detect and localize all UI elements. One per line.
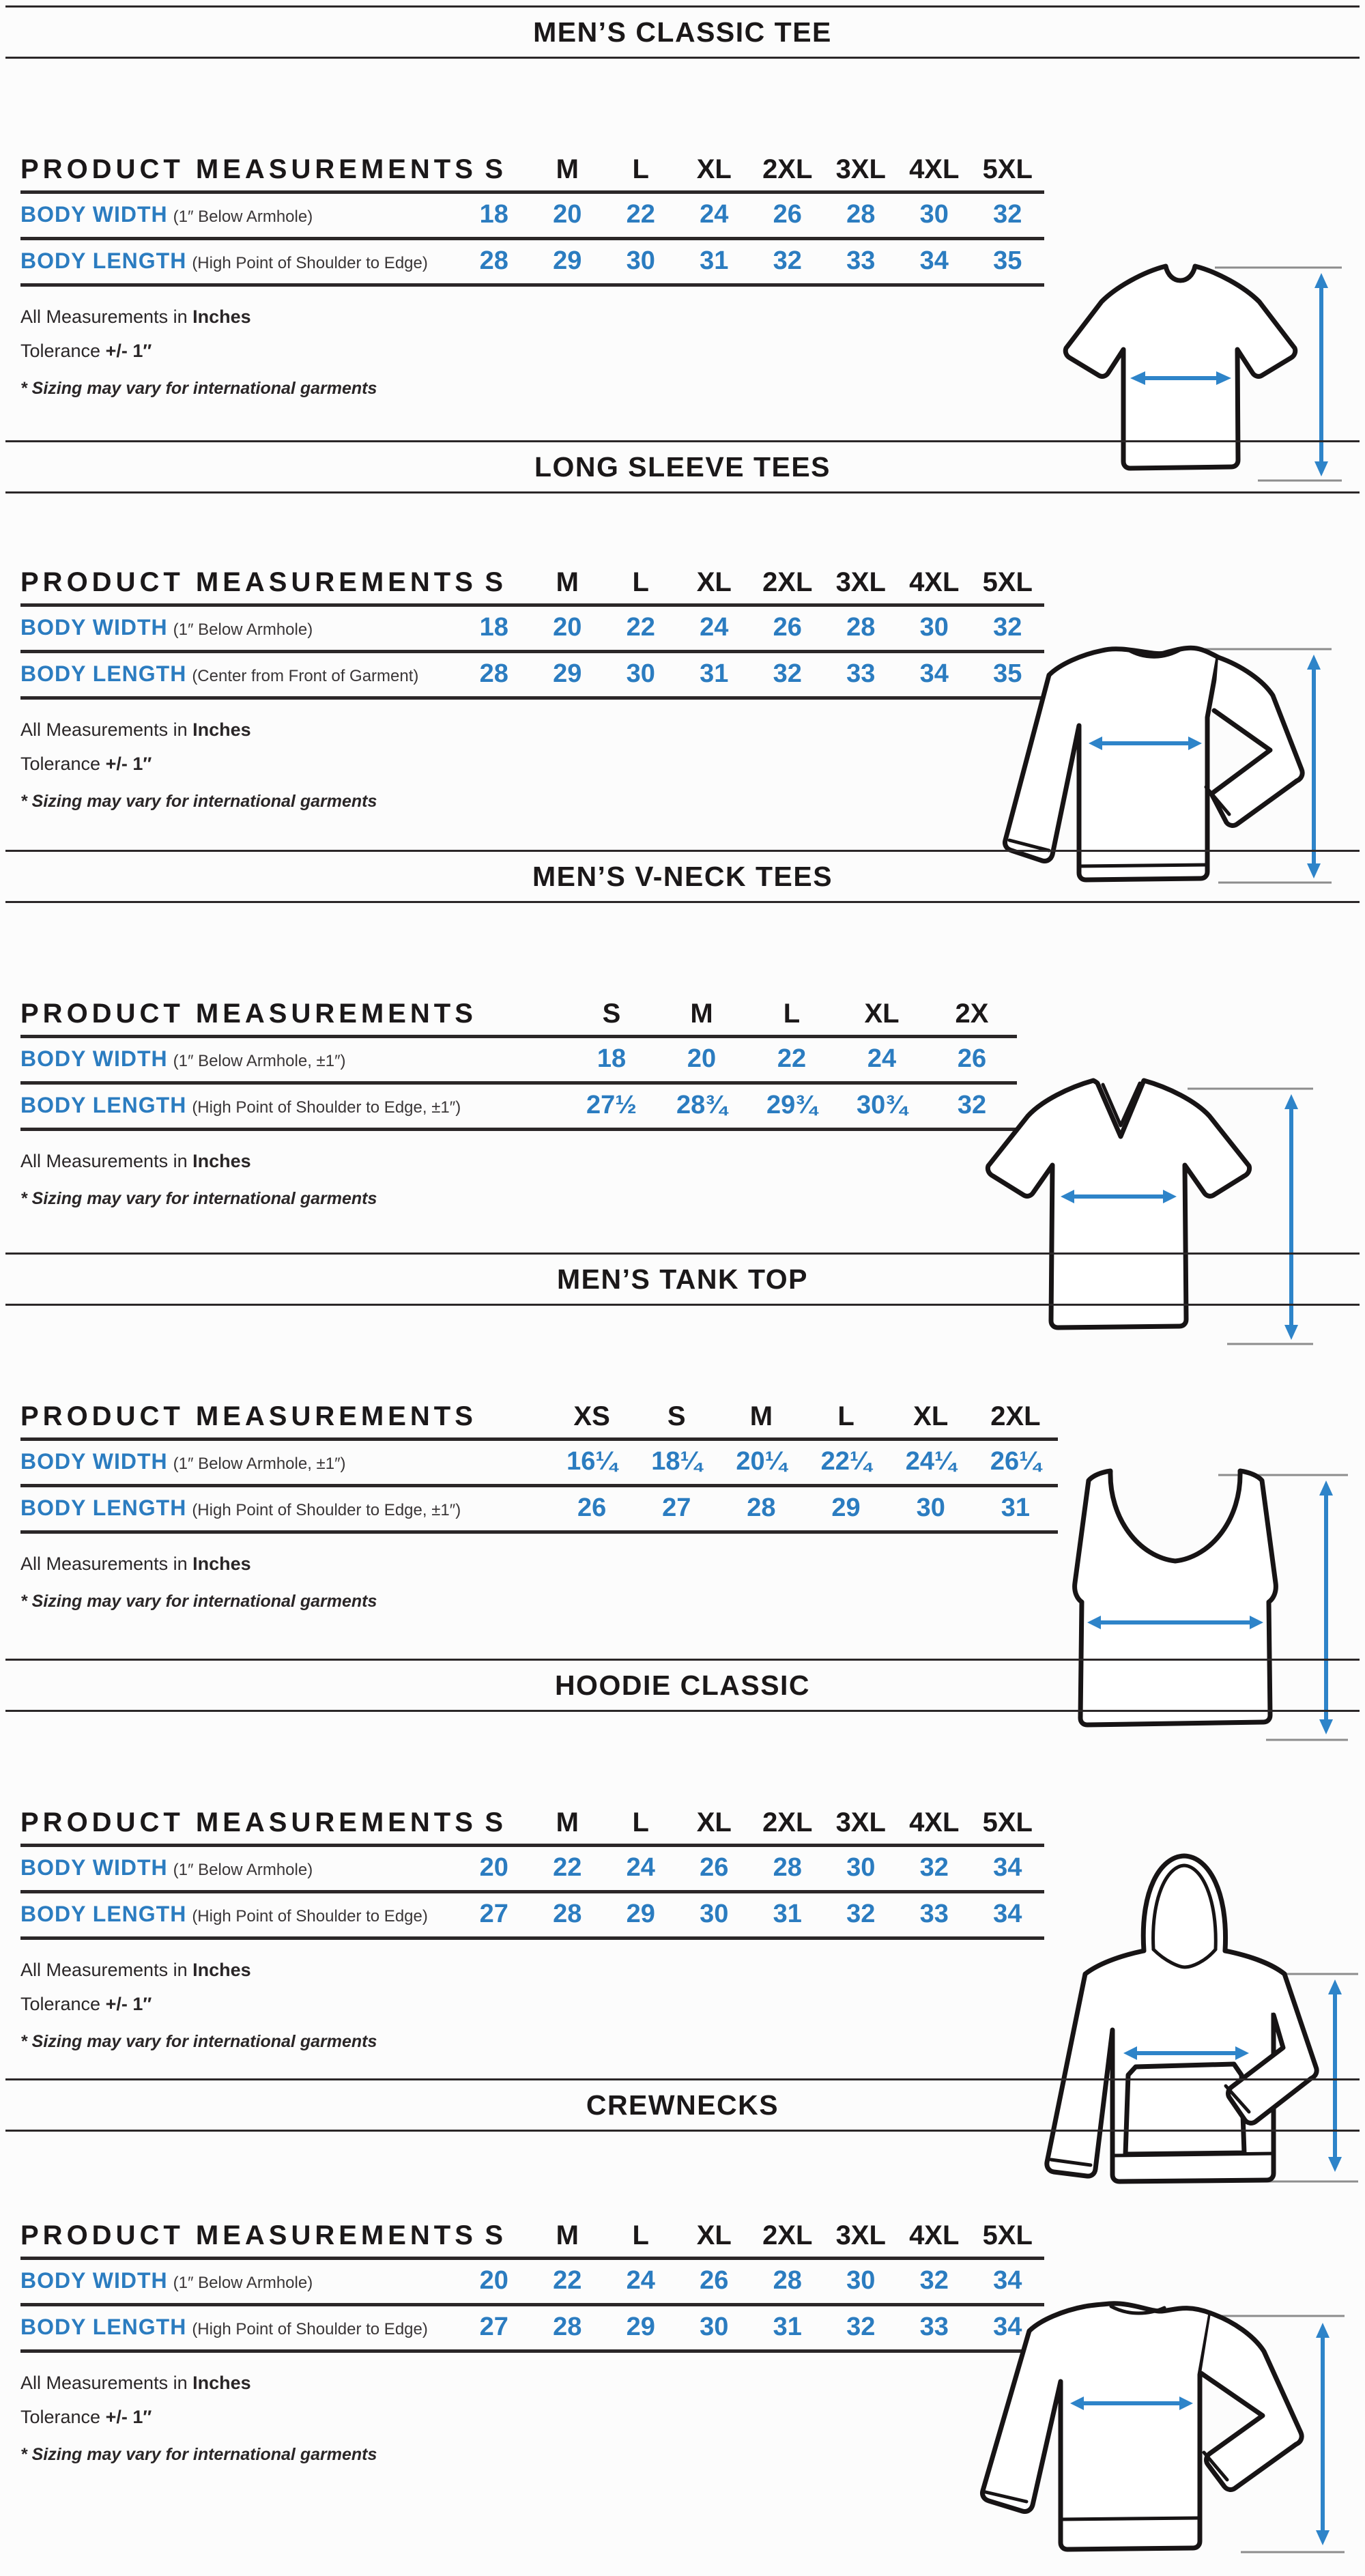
row-label: BODY LENGTH xyxy=(20,1902,187,1926)
size-value: 30¾ xyxy=(857,1091,907,1119)
size-column-header: 2XL xyxy=(990,1401,1041,1431)
size-column-header: M xyxy=(556,2220,579,2250)
section-title-band xyxy=(5,850,1360,903)
size-value: 32 xyxy=(993,613,1022,642)
note-text: All Measurements in xyxy=(20,2373,193,2393)
note-text: Tolerance xyxy=(20,2406,106,2427)
row-label-cell xyxy=(20,615,457,640)
row-label-cell xyxy=(20,2268,457,2293)
section-content xyxy=(0,2220,1365,2528)
row-sublabel: (1″ Below Armhole) xyxy=(173,620,313,639)
size-value: 26 xyxy=(773,200,802,229)
size-value: 35 xyxy=(993,659,1022,688)
table-row xyxy=(20,607,1044,650)
size-column-header: 2X xyxy=(955,999,989,1029)
size-value: 30 xyxy=(626,659,655,688)
size-value: 30 xyxy=(626,246,655,275)
section-title-band xyxy=(5,2078,1360,2132)
size-column-header: 3XL xyxy=(835,567,886,597)
size-column-header: M xyxy=(749,1401,773,1431)
body-length-arrow-icon xyxy=(1307,655,1321,878)
size-column-header: 2XL xyxy=(762,154,813,184)
row-label-cell xyxy=(20,661,457,687)
size-column-header: 3XL xyxy=(835,2220,886,2250)
note-bold-text: Inches xyxy=(192,1554,251,1574)
size-column-header: 5XL xyxy=(982,1807,1033,1837)
size-value: 29 xyxy=(626,1900,655,1928)
row-label: BODY WIDTH xyxy=(20,2268,168,2293)
size-column-header: M xyxy=(556,154,579,184)
size-column-header: XS xyxy=(573,1401,610,1431)
row-label: BODY WIDTH xyxy=(20,1449,168,1474)
table-row xyxy=(20,1441,1058,1484)
size-value: 32 xyxy=(773,246,802,275)
note-text: All Measurements in xyxy=(20,1960,193,1980)
table-header-row xyxy=(20,567,1044,603)
size-value: 31 xyxy=(700,246,729,275)
size-column-header: S xyxy=(667,1401,686,1431)
size-value: 22 xyxy=(553,2266,582,2295)
size-column-header: M xyxy=(690,999,713,1029)
size-column-header: L xyxy=(632,567,649,597)
sizing-table xyxy=(20,1807,1044,2052)
note-line xyxy=(20,1150,1017,1173)
garment-illustration-slot xyxy=(968,2272,1350,2576)
size-value: 28 xyxy=(553,1900,582,1928)
size-value: 28 xyxy=(773,2266,802,2295)
size-value: 31 xyxy=(1001,1493,1031,1522)
crewneck-outline xyxy=(982,2304,1211,2549)
note-bold-text: Inches xyxy=(192,1960,251,1980)
table-rows xyxy=(20,1038,1017,1131)
size-value: 32 xyxy=(919,1853,949,1882)
size-value: 22 xyxy=(553,1853,582,1882)
size-value: 32 xyxy=(957,1091,987,1119)
size-value: 31 xyxy=(773,1900,802,1928)
note-line xyxy=(20,306,1044,329)
size-value: 27 xyxy=(479,2313,508,2341)
size-column-header: 2XL xyxy=(762,567,813,597)
row-sublabel: (High Point of Shoulder to Edge, ±1″) xyxy=(192,1098,461,1117)
row-label: BODY WIDTH xyxy=(20,615,168,640)
size-column-header: XL xyxy=(913,1401,949,1431)
note-line xyxy=(20,2406,1044,2429)
size-value: 27 xyxy=(662,1493,691,1522)
table-row xyxy=(20,2260,1044,2303)
size-value: 22¼ xyxy=(820,1447,872,1476)
table-rows xyxy=(20,607,1044,700)
row-label-cell xyxy=(20,1855,457,1880)
size-value: 28 xyxy=(479,659,508,688)
size-value: 34 xyxy=(993,1900,1022,1928)
note-line: * Sizing may vary for international garments xyxy=(20,378,377,398)
notes xyxy=(20,1553,1058,1612)
size-column-header: 4XL xyxy=(909,2220,960,2250)
size-chart-section xyxy=(0,0,1365,440)
table-row xyxy=(20,653,1044,696)
row-label-cell xyxy=(20,1495,549,1521)
row-label: BODY WIDTH xyxy=(20,1855,168,1880)
size-value: 28 xyxy=(846,613,876,642)
size-value: 34 xyxy=(993,2313,1022,2341)
table-row xyxy=(20,1893,1044,1936)
note-bold-text: +/- 1″ xyxy=(105,2406,152,2427)
size-column-header: M xyxy=(556,1807,579,1837)
size-value: 20 xyxy=(479,2266,508,2295)
table-row xyxy=(20,2306,1044,2349)
section-title-band xyxy=(5,5,1360,59)
size-column-header: 2XL xyxy=(762,2220,813,2250)
product-measurements-header: PRODUCT MEASUREMENTS xyxy=(20,1401,477,1431)
size-chart-section xyxy=(0,2078,1365,2464)
table-divider xyxy=(20,1128,1017,1131)
row-sublabel: (High Point of Shoulder to Edge) xyxy=(192,2320,428,2338)
note-line xyxy=(20,1553,1058,1576)
size-value: 33 xyxy=(846,659,876,688)
size-column-header: 2XL xyxy=(762,1807,813,1837)
section-title: MEN’S TANK TOP xyxy=(557,1263,808,1295)
size-value: 32 xyxy=(846,1900,876,1928)
section-title-band xyxy=(5,440,1360,493)
size-value: 26 xyxy=(700,2266,729,2295)
size-column-header: L xyxy=(632,1807,649,1837)
size-column-header: M xyxy=(556,567,579,597)
note-bold-text: +/- 1″ xyxy=(105,1993,152,2014)
row-label-cell xyxy=(20,202,457,227)
size-value: 34 xyxy=(993,2266,1022,2295)
note-bold-text: Inches xyxy=(192,719,251,740)
size-chart-section xyxy=(0,1253,1365,1659)
size-value: 22 xyxy=(626,613,655,642)
size-value: 24 xyxy=(700,200,729,229)
table-divider xyxy=(20,1936,1044,1940)
size-column-header: XL xyxy=(696,154,732,184)
size-value: 34 xyxy=(919,246,949,275)
note-line: * Sizing may vary for international garments xyxy=(20,1591,377,1611)
size-column-header: 5XL xyxy=(982,154,1033,184)
table-rows xyxy=(20,1441,1058,1534)
product-measurements-header: PRODUCT MEASUREMENTS xyxy=(20,2220,477,2250)
size-column-header: XL xyxy=(864,999,900,1029)
size-value: 30 xyxy=(700,2313,729,2341)
row-label-cell xyxy=(20,1046,566,1072)
note-text: Tolerance xyxy=(20,753,106,774)
size-value: 35 xyxy=(993,246,1022,275)
size-column-header: L xyxy=(837,1401,854,1431)
table-header-row xyxy=(20,2220,1044,2257)
note-bold-text: Inches xyxy=(192,2373,251,2393)
size-column-header: S xyxy=(485,154,504,184)
size-column-header: XL xyxy=(696,2220,732,2250)
size-value: 33 xyxy=(846,246,876,275)
note-line: * Sizing may vary for international garments xyxy=(20,2031,377,2051)
sizing-table xyxy=(20,2220,1044,2465)
product-measurements-header: PRODUCT MEASUREMENTS xyxy=(20,999,477,1029)
table-row xyxy=(20,1038,1017,1081)
long-sleeve-bent-arm xyxy=(1211,657,1302,825)
size-value: 32 xyxy=(846,2313,876,2341)
note-line xyxy=(20,753,1044,776)
row-label-cell xyxy=(20,1902,457,1927)
size-value: 31 xyxy=(700,659,729,688)
row-sublabel: (High Point of Shoulder to Edge) xyxy=(192,1907,428,1926)
size-value: 29 xyxy=(553,246,582,275)
size-value: 24 xyxy=(626,2266,655,2295)
size-value: 32 xyxy=(919,2266,949,2295)
row-label-cell xyxy=(20,1449,549,1474)
notes xyxy=(20,1959,1044,2052)
table-rows xyxy=(20,194,1044,287)
size-chart-section xyxy=(0,440,1365,850)
size-value: 26¼ xyxy=(990,1447,1041,1476)
row-label: BODY LENGTH xyxy=(20,2315,187,2339)
table-divider xyxy=(20,696,1044,700)
long-sleeve-outline xyxy=(1005,648,1218,880)
size-value: 22 xyxy=(777,1044,807,1073)
size-value: 16¼ xyxy=(566,1447,618,1476)
notes xyxy=(20,306,1044,399)
table-rows xyxy=(20,1847,1044,1940)
row-sublabel: (Center from Front of Garment) xyxy=(192,667,419,685)
size-value: 30 xyxy=(919,613,949,642)
size-value: 29 xyxy=(626,2313,655,2341)
size-value: 29 xyxy=(553,659,582,688)
size-value: 24 xyxy=(626,1853,655,1882)
row-label: BODY LENGTH xyxy=(20,1093,187,1117)
crewneck-illustration xyxy=(968,2272,1350,2573)
row-label: BODY LENGTH xyxy=(20,1495,187,1520)
size-column-header: 4XL xyxy=(909,1807,960,1837)
note-bold-text: +/- 1″ xyxy=(105,340,152,361)
size-value: 27½ xyxy=(586,1091,637,1119)
size-value: 29¾ xyxy=(766,1091,817,1119)
size-value: 26 xyxy=(773,613,802,642)
table-divider xyxy=(20,2349,1044,2353)
row-sublabel: (1″ Below Armhole, ±1″) xyxy=(173,1455,346,1473)
size-value: 28 xyxy=(553,2313,582,2341)
size-value: 34 xyxy=(993,1853,1022,1882)
note-line xyxy=(20,340,1044,363)
size-value: 32 xyxy=(773,659,802,688)
size-column-header: 5XL xyxy=(982,567,1033,597)
size-column-header: XL xyxy=(696,1807,732,1837)
section-title-band xyxy=(5,1253,1360,1306)
table-row xyxy=(20,1085,1017,1128)
row-sublabel: (1″ Below Armhole) xyxy=(173,2274,313,2292)
section-title: MEN’S V-NECK TEES xyxy=(532,860,833,892)
size-value: 34 xyxy=(919,659,949,688)
size-value: 22 xyxy=(626,200,655,229)
size-value: 18¼ xyxy=(651,1447,702,1476)
size-value: 27 xyxy=(479,1900,508,1928)
table-header-row xyxy=(20,999,1017,1035)
size-value: 31 xyxy=(773,2313,802,2341)
size-column-header: L xyxy=(783,999,801,1029)
size-value: 30 xyxy=(919,200,949,229)
section-title-band xyxy=(5,1659,1360,1712)
row-label-cell xyxy=(20,2315,457,2340)
row-label: BODY WIDTH xyxy=(20,1046,168,1071)
note-line: * Sizing may vary for international garments xyxy=(20,2444,377,2464)
size-value: 30 xyxy=(700,1900,729,1928)
note-text: Tolerance xyxy=(20,1993,106,2014)
sizing-table xyxy=(20,154,1044,399)
size-column-header: 5XL xyxy=(982,2220,1033,2250)
note-line xyxy=(20,1993,1044,2016)
size-value: 28 xyxy=(773,1853,802,1882)
size-value: 28 xyxy=(479,246,508,275)
size-chart-section xyxy=(0,850,1365,1253)
size-value: 26 xyxy=(957,1044,987,1073)
sizing-table xyxy=(20,1401,1058,1612)
table-row xyxy=(20,1847,1044,1890)
note-text: All Measurements in xyxy=(20,1554,193,1574)
size-value: 28 xyxy=(846,200,876,229)
size-column-header: S xyxy=(485,2220,504,2250)
note-bold-text: Inches xyxy=(192,1151,251,1171)
row-sublabel: (1″ Below Armhole) xyxy=(173,1861,313,1879)
size-value: 33 xyxy=(919,2313,949,2341)
size-value: 30 xyxy=(846,1853,876,1882)
table-row xyxy=(20,194,1044,237)
row-label-cell xyxy=(20,248,457,274)
size-value: 18 xyxy=(597,1044,627,1073)
size-column-header: S xyxy=(485,1807,504,1837)
size-value: 33 xyxy=(919,1900,949,1928)
product-measurements-header: PRODUCT MEASUREMENTS xyxy=(20,154,477,184)
body-length-arrow-icon xyxy=(1316,2323,1330,2545)
size-column-header: 4XL xyxy=(909,567,960,597)
size-value: 20 xyxy=(479,1853,508,1882)
product-measurements-header: PRODUCT MEASUREMENTS xyxy=(20,1807,477,1837)
size-value: 20 xyxy=(687,1044,717,1073)
size-column-header: 3XL xyxy=(835,154,886,184)
sizing-table xyxy=(20,999,1017,1210)
section-title: HOODIE CLASSIC xyxy=(554,1669,811,1701)
size-value: 29 xyxy=(831,1493,861,1522)
table-row xyxy=(20,240,1044,283)
note-bold-text: +/- 1″ xyxy=(105,753,152,774)
table-divider xyxy=(20,1530,1058,1534)
classic-tee-outline xyxy=(1065,266,1295,468)
row-label: BODY LENGTH xyxy=(20,248,187,273)
notes xyxy=(20,1150,1017,1210)
size-value: 30 xyxy=(846,2266,876,2295)
size-value: 24 xyxy=(700,613,729,642)
size-value: 28 xyxy=(747,1493,776,1522)
notes xyxy=(20,719,1044,812)
size-value: 32 xyxy=(993,200,1022,229)
row-label: BODY WIDTH xyxy=(20,202,168,227)
section-title: LONG SLEEVE TEES xyxy=(534,450,831,483)
row-sublabel: (High Point of Shoulder to Edge, ±1″) xyxy=(192,1501,461,1519)
size-value: 24 xyxy=(867,1044,897,1073)
note-line xyxy=(20,719,1044,742)
size-column-header: 4XL xyxy=(909,154,960,184)
size-column-header: L xyxy=(632,154,649,184)
size-value: 26 xyxy=(577,1493,607,1522)
size-value: 20 xyxy=(553,613,582,642)
section-title: MEN’S CLASSIC TEE xyxy=(533,16,832,48)
note-text: Tolerance xyxy=(20,340,106,361)
crewneck-bent-arm xyxy=(1201,2313,1302,2489)
sizing-table xyxy=(20,567,1044,812)
table-header-row xyxy=(20,154,1044,190)
section-title: CREWNECKS xyxy=(586,2089,779,2121)
note-line xyxy=(20,1959,1044,1982)
note-text: All Measurements in xyxy=(20,306,193,327)
size-value: 26 xyxy=(700,1853,729,1882)
row-label-cell xyxy=(20,1093,566,1118)
size-value: 28¾ xyxy=(676,1091,727,1119)
row-sublabel: (1″ Below Armhole) xyxy=(173,207,313,226)
note-line xyxy=(20,2372,1044,2395)
table-divider xyxy=(20,283,1044,287)
row-sublabel: (1″ Below Armhole, ±1″) xyxy=(173,1052,346,1070)
note-text: All Measurements in xyxy=(20,1151,193,1171)
size-column-header: XL xyxy=(696,567,732,597)
size-value: 18 xyxy=(479,200,508,229)
row-label: BODY LENGTH xyxy=(20,661,187,686)
size-value: 30 xyxy=(916,1493,945,1522)
product-measurements-header: PRODUCT MEASUREMENTS xyxy=(20,567,477,597)
table-row xyxy=(20,1487,1058,1530)
size-column-header: S xyxy=(485,567,504,597)
notes xyxy=(20,2372,1044,2465)
size-value: 20 xyxy=(553,200,582,229)
size-value: 18 xyxy=(479,613,508,642)
size-value: 24¼ xyxy=(905,1447,956,1476)
row-sublabel: (High Point of Shoulder to Edge) xyxy=(192,254,428,272)
note-line: * Sizing may vary for international garments xyxy=(20,1188,377,1208)
note-line: * Sizing may vary for international garments xyxy=(20,791,377,811)
table-header-row xyxy=(20,1807,1044,1844)
table-rows xyxy=(20,2260,1044,2353)
size-column-header: 3XL xyxy=(835,1807,886,1837)
size-value: 20¼ xyxy=(736,1447,787,1476)
table-header-row xyxy=(20,1401,1058,1437)
size-column-header: S xyxy=(602,999,621,1029)
note-text: All Measurements in xyxy=(20,719,193,740)
note-bold-text: Inches xyxy=(192,306,251,327)
hem-line xyxy=(1061,2518,1200,2519)
size-column-header: L xyxy=(632,2220,649,2250)
size-chart-section xyxy=(0,1659,1365,2078)
